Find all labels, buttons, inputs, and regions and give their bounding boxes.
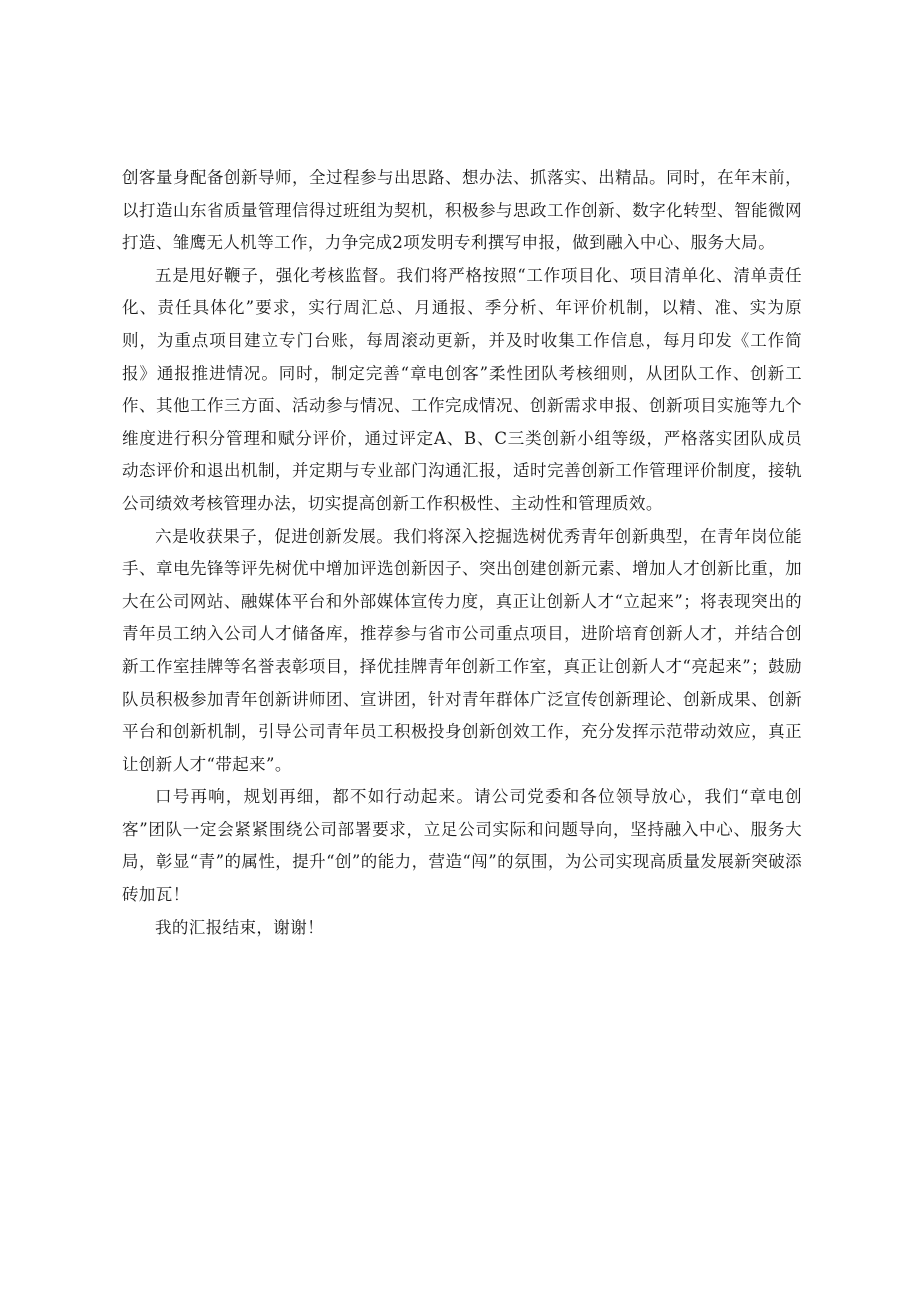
paragraph-closing: 我的汇报结束，谢谢！ <box>155 917 324 937</box>
paragraph-continuation: 创客量身配备创新导师，全过程参与出思路、想办法、抓落实、出精品。同时，在年末前，以打造山东省质量管理信得过班组为契机，积极参与思政工作创新、数字化转型、智能微网打造、雏鹰无人机等工作，力争完成2项发明专利撰写申报，做到融入中心、服务大局。 <box>122 168 802 253</box>
paragraph-results: 六是收获果子，促进创新发展。我们将深入挖掘选树优秀青年创新典型，在青年岗位能手、章电先锋等评先树优中增加评选创新因子、突出创建创新元素、增加人才创新比重，加大在公司网站、融媒体平台和外部媒体宣传力度，真正让创新人才“立起来”；将表现突出的青年员工纳入公司人才储备库，推荐参与省市公司重点项目，进阶培育创新人才，并结合创新工作室挂牌等名誉表彰项目，择优挂牌青年创新工作室，真正让创新人才“亮起来”；鼓励队员积极参加青年创新讲师团、宣讲团，针对青年群体广泛宣传创新理论、创新成果、创新平台和创新机制，引导公司青年员工积极投身创新创效工作，充分发挥示范带动效应，真正让创新人才“带起来”。 <box>122 526 802 774</box>
paragraph-conclusion: 口号再响，规划再细，都不如行动起来。请公司党委和各位领导放心，我们“章电创客”团队一定会紧紧围绕公司部署要求，立足公司实际和问题导向，坚持融入中心、服务大局，彰显“青”的属性，提升“创”的能力，营造“闯”的氛围，为公司实现高质量发展新突破添砖加瓦！ <box>122 787 802 905</box>
paragraph-assessment: 五是甩好鞭子，强化考核监督。我们将严格按照“工作项目化、项目清单化、清单责任化、责任具体化”要求，实行周汇总、月通报、季分析、年评价机制，以精、准、实为原则，为重点项目建立专门台账，每周滚动更新，并及时收集工作信息，每月印发《工作简报》通报推进情况。同时，制定完善“章电创客”柔性团队考核细则，从团队工作、创新工作、其他工作三方面、活动参与情况、工作完成情况、创新需求申报、创新项目实施等九个维度进行积分管理和赋分评价，通过评定A、B、C三类创新小组等级，严格落实团队成员动态评价和退出机制，并定期与专业部门沟通汇报，适时完善创新工作管理评价制度，接轨公司绩效考核管理办法，切实提高创新工作积极性、主动性和管理质效。 <box>122 265 802 513</box>
document-body <box>122 162 802 944</box>
